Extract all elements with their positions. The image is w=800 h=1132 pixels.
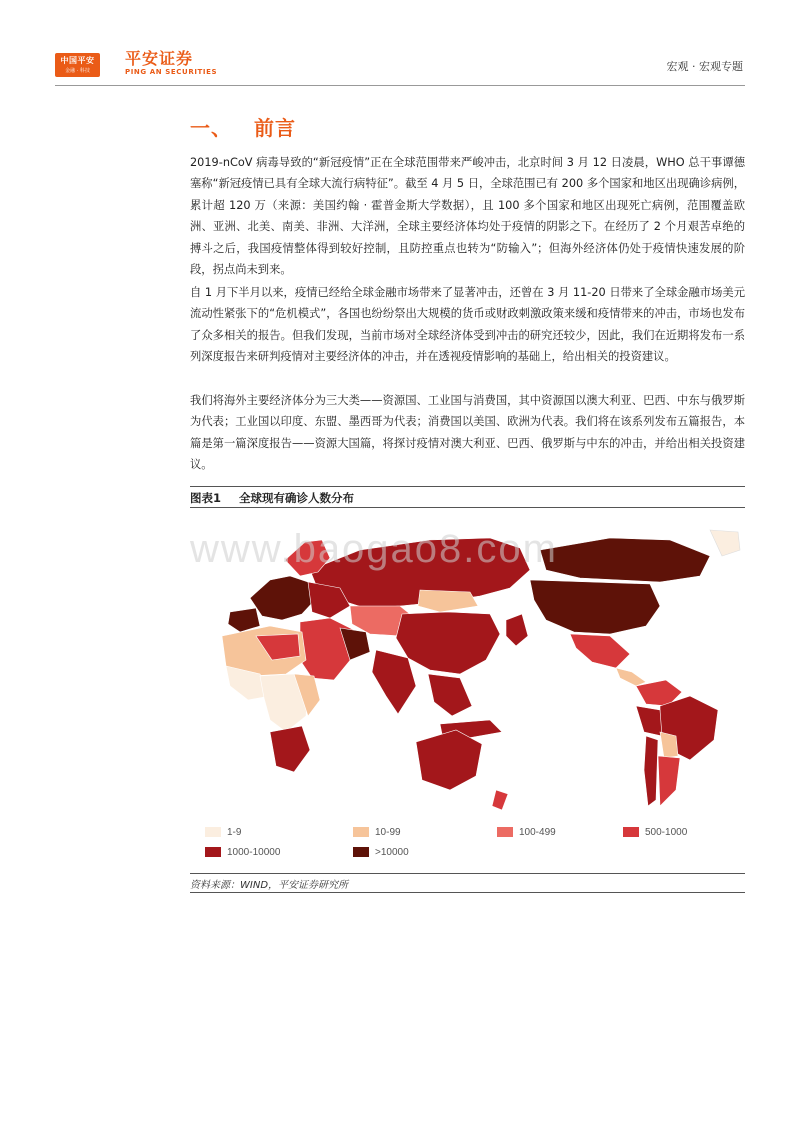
region-new-zealand xyxy=(492,790,508,810)
section-number: 一、 xyxy=(190,116,232,140)
brand-name-en: PING AN SECURITIES xyxy=(125,68,218,76)
legend-item xyxy=(353,847,409,858)
legend-item xyxy=(497,827,556,838)
report-category: 宏观 · 宏观专题 xyxy=(666,60,743,73)
legend-item xyxy=(623,827,687,838)
watermark: www.baogao8.com xyxy=(190,527,558,571)
region-australia xyxy=(416,730,482,790)
header-divider xyxy=(55,85,745,86)
legend-swatch xyxy=(497,827,513,837)
region-mexico xyxy=(570,634,630,668)
region-india xyxy=(372,650,416,714)
region-canada xyxy=(540,538,710,582)
region-bolivia-paraguay xyxy=(660,732,678,758)
legend-label: 500-1000 xyxy=(645,827,688,838)
region-peru xyxy=(636,706,662,736)
region-mongolia xyxy=(418,590,478,612)
region-iberia xyxy=(228,608,260,632)
figure-caption xyxy=(190,490,354,506)
legend-label: >10000 xyxy=(375,847,409,858)
legend-swatch xyxy=(205,847,221,857)
source-top-rule xyxy=(190,873,745,874)
region-south-africa xyxy=(270,726,310,772)
legend-swatch xyxy=(353,847,369,857)
ping-an-logo xyxy=(55,53,100,77)
region-western-europe xyxy=(250,576,315,620)
legend-swatch xyxy=(205,827,221,837)
legend-label: 1000-10000 xyxy=(227,847,281,858)
legend-label: 1-9 xyxy=(227,827,242,838)
logo-text: 中国平安 xyxy=(60,56,95,65)
figure-top-rule xyxy=(190,486,745,487)
region-korea-japan xyxy=(506,614,528,646)
region-central-america xyxy=(616,668,646,686)
paragraph-2: 自 1 月下半月以来，疫情已经给全球金融市场带来了显著冲击，还曾在 3 月 11-20 日带来了全球金融市场美元流动性紧张下的“危机模式”，各国也纷纷祭出大规模的货币或财政刺激政策来缓和疫情带来的冲击，市场也发布了众多相关的报告。但我们发现，当前市场对全球经济体受到冲击的研究还较少，因此，我们在近期将发布一系列深度报告来研判疫情对主要经济体的冲击，并在透视疫情影响的基础上，给出相关的投资建议。 xyxy=(190,286,745,364)
paragraph-3: 我们将海外主要经济体分为三大类——资源国、工业国与消费国，其中资源国以澳大利亚、巴西、中东与俄罗斯为代表；工业国以印度、东盟、墨西哥为代表；消费国以美国、欧洲为代表。我们将在该系列发布五篇报告，本篇是第一篇深度报告——资源大国篇，将探讨疫情对澳大利亚、巴西、俄罗斯与中东的冲击，并给出相关投资建议。 xyxy=(190,394,745,472)
logo-subtext: 金融 · 科技 xyxy=(65,68,90,74)
region-china xyxy=(396,612,500,674)
section-title-text: 前言 xyxy=(254,116,296,140)
region-greenland xyxy=(710,530,740,556)
figure-title-rule xyxy=(190,507,745,508)
region-southeast-asia xyxy=(428,674,472,716)
legend-item xyxy=(205,827,241,838)
figure-source: 资料来源：WIND，平安证券研究所 xyxy=(190,880,349,891)
region-usa xyxy=(530,580,660,634)
figure-label: 图表1 xyxy=(190,491,222,505)
paragraph-1: 2019-nCoV 病毒导致的“新冠疫情”正在全球范围带来严峻冲击，北京时间 3 月 12 日凌晨，WHO 总干事谭德塞称“新冠疫情已具有全球大流行病特征”。截至 4 月 5 日，全球范围已有 200 多个国家和地区出现确诊病例，累计超 120 万（来源：美国约翰 · 霍普金斯大学数据），且 100 多个国家和地区出现死亡病例，范围覆盖欧洲、亚洲、北美、南美、非洲、大洋洲，全球主要经济体均处于疫情的阴影之下。在经历了 2 个月艰苦卓绝的搏斗之后，我国疫情整体得到较好控制，且防控重点也转为“防输入”；但海外经济体仍处于疫情快速发展的阶段，拐点尚未到来。 xyxy=(190,156,745,277)
region-argentina xyxy=(658,756,680,806)
figure-title: 全球现有确诊人数分布 xyxy=(239,491,355,505)
legend-swatch xyxy=(623,827,639,837)
legend-label: 100-499 xyxy=(519,827,556,838)
legend-item xyxy=(205,847,280,858)
region-chile xyxy=(644,736,658,806)
brand-name xyxy=(125,50,217,76)
source-bottom-rule xyxy=(190,892,745,893)
legend-swatch xyxy=(353,827,369,837)
map-legend xyxy=(205,827,725,867)
page-header xyxy=(0,0,800,92)
brand-name-cn: 平安证券 xyxy=(125,49,194,68)
legend-label: 10-99 xyxy=(375,827,401,838)
section-heading xyxy=(190,112,296,141)
legend-item xyxy=(353,827,401,838)
